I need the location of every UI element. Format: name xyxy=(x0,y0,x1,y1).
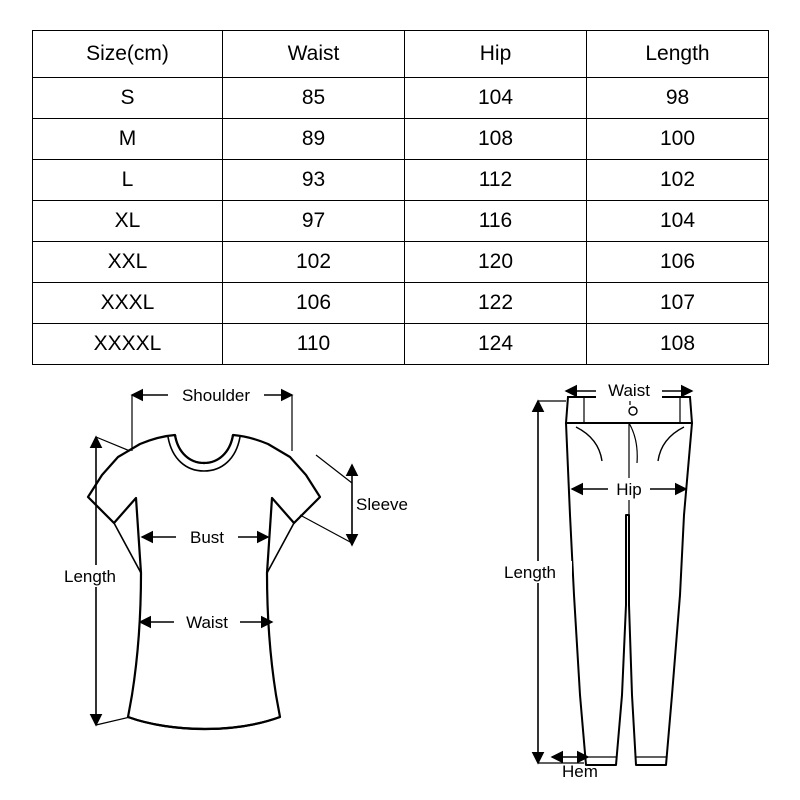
cell-length: 108 xyxy=(587,324,769,365)
cell-waist: 110 xyxy=(223,324,405,365)
column-header-size: Size(cm) xyxy=(33,31,223,78)
cell-hip: 104 xyxy=(405,78,587,119)
pants-outline xyxy=(566,397,692,765)
label-shoulder: Shoulder xyxy=(181,386,251,405)
label-waist-bottom: Waist xyxy=(608,381,650,400)
cell-waist: 102 xyxy=(223,242,405,283)
label-hip: Hip xyxy=(616,480,642,499)
table-row xyxy=(33,78,769,119)
cell-size: XXXL xyxy=(33,283,223,324)
label-waist-top: Waist xyxy=(186,613,228,632)
label-hem: Hem xyxy=(562,762,598,781)
cell-size: L xyxy=(33,160,223,201)
table-header-row xyxy=(33,31,769,78)
cell-length: 98 xyxy=(587,78,769,119)
measurement-diagrams xyxy=(0,365,800,800)
cell-length: 107 xyxy=(587,283,769,324)
label-length-bottom: Length xyxy=(504,563,556,582)
label-sleeve: Sleeve xyxy=(356,495,408,514)
cell-size: XL xyxy=(33,201,223,242)
label-length-top: Length xyxy=(64,567,116,586)
cell-size: XXL xyxy=(33,242,223,283)
table-row xyxy=(33,160,769,201)
cell-size: M xyxy=(33,119,223,160)
cell-waist: 85 xyxy=(223,78,405,119)
cell-hip: 112 xyxy=(405,160,587,201)
cell-length: 102 xyxy=(587,160,769,201)
label-bust: Bust xyxy=(189,528,225,547)
cell-waist: 93 xyxy=(223,160,405,201)
cell-hip: 120 xyxy=(405,242,587,283)
column-header-hip: Hip xyxy=(405,31,587,78)
size-chart-table xyxy=(32,30,769,365)
cell-length: 104 xyxy=(587,201,769,242)
cell-waist: 106 xyxy=(223,283,405,324)
cell-hip: 124 xyxy=(405,324,587,365)
cell-waist: 89 xyxy=(223,119,405,160)
table-row xyxy=(33,324,769,365)
cell-length: 100 xyxy=(587,119,769,160)
column-header-waist: Waist xyxy=(223,31,405,78)
table-row xyxy=(33,201,769,242)
column-header-length: Length xyxy=(587,31,769,78)
cell-length: 106 xyxy=(587,242,769,283)
cell-hip: 122 xyxy=(405,283,587,324)
cell-waist: 97 xyxy=(223,201,405,242)
table-row xyxy=(33,283,769,324)
cell-size: S xyxy=(33,78,223,119)
cell-hip: 108 xyxy=(405,119,587,160)
table-row xyxy=(33,119,769,160)
cell-size: XXXXL xyxy=(33,324,223,365)
table-row xyxy=(33,242,769,283)
cell-hip: 116 xyxy=(405,201,587,242)
